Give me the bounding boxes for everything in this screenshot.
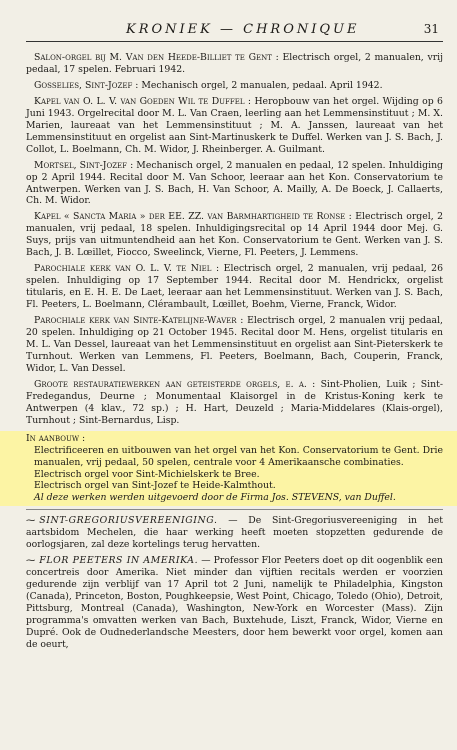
- organ-entry: [26, 315, 443, 375]
- news-title: SINT-GREGORIUSVEREENIGING.: [39, 515, 218, 527]
- organ-entry: [26, 52, 443, 76]
- entry-text: : Electrisch orgel, 2 manualen, vrij pedaal, 18 spelen. Inhuldigingsrecital op 14 April 1944 door Mej. G. Suys, prijs van uitmuntendheid aan het Kon. Conservatorium te Gent. Werken van J. S. Bach, J. B. Lœillet, Fiocco, Sweelinck, Vierne, Fl. Peeters, J. Lemmens.: [26, 211, 443, 259]
- entry-heading: Kapel « Sancta Maria » der EE. ZZ. van Barmhartigheid te Ronse: [34, 211, 346, 223]
- firm-note: Al deze werken werden uitgevoerd door de Firma Jos. STEVENS, van Duffel.: [34, 492, 396, 504]
- news-item: [26, 555, 443, 651]
- aanbouw-item: Electrisch orgel van Sint-Jozef te Heide-Kalmthout.: [34, 480, 276, 492]
- ornament-icon: ⁓: [26, 555, 36, 567]
- organ-entry: [26, 80, 443, 92]
- organ-entry: [26, 263, 443, 311]
- organ-entry: [26, 379, 443, 427]
- news-items: [26, 515, 443, 650]
- entry-text: : Sint-Pholien, Luik ; Sint-Fredegandus, Deurne ; Monumentaal Klaisorgel in de Kristus-Koning kerk te Antwerpen (4 klav., 72 sp.) ; H. Hart, Deuzeld ; Maria-Middelares (Klais-orgel), Turnhout ; Sint-Bernardus, Lisp.: [26, 378, 443, 426]
- entry-text: : Heropbouw van het orgel. Wijding op 6 Juni 1943. Orgelrecital door M. L. Van Craen, leerling aan het Lemmensinstituut ; M. X. Marien, laureaat van het Lemmensinstituut ; M. A. Janssen, laureaat van het Lemmensinstituut en orgelist aan Sint-Martinuskerk te Duffel. Werken van J. S. Bach, J. Collot, L. Boelmann, Ch. M. Widor, J. Rheinberger. A. Guilmant.: [26, 95, 443, 155]
- highlighted-section: [0, 431, 457, 507]
- running-title: KRONIEK — CHRONIQUE: [126, 22, 360, 37]
- entry-text: : Electrisch orgel, 2 manualen vrij pedaal, 20 spelen. Inhuldiging op 21 October 1945. Recital door M. Hens, orgelist titularis en M. L. Van Dessel, laureaat van het Lemmensinstituut en orgelist aan Sint-Pieterskerk te Turnhout. Werken van Lemmens, Fl. Peeters, Boelmann, Bach, Couperin, Franck, Widor, L. Van Dessel.: [26, 315, 443, 374]
- entry-heading: Mortsel, Sint-Jozef: [34, 159, 128, 171]
- section-divider: [26, 509, 443, 510]
- page-body: [26, 52, 443, 655]
- aanbouw-item: Electrisch orgel voor Sint-Michielskerk te Bree.: [34, 468, 260, 480]
- aanbouw-heading: In aanbouw :: [26, 432, 86, 444]
- news-text: — De Sint-Gregoriusvereeniging in het aartsbidom Mechelen, die haar werking heeft moeten stopzetten gedurende de oorlogsjaren, zal deze kortelings terug hervatten.: [26, 515, 443, 551]
- entry-text: : Mechanisch orgel, 2 manualen en pedaal, 12 spelen. Inhuldiging op 2 April 1944. Recital door M. Van Schoor, leeraar aan het Kon. Conservatorium te Antwerpen. Werken van J. S. Bach, H. Van Schoor, A. Mailly, A. De Boeck, J. Callaerts, Ch. M. Widor.: [26, 159, 444, 207]
- running-header: [26, 22, 443, 42]
- entry-text: : Electrisch orgel, 2 manualen, vrij pedaal, 26 spelen. Inhuldiging op 17 September 1944. Recital door M. Hendrickx, orgelist titularis, en E. H. E. De Laet, leeraar aan het Lemmensinstituut. Werken van J. S. Bach, Fl. Peeters, L. Boelmann, Clérambault, Lœillet, Boehm, Vierne, Franck, Widor.: [26, 263, 443, 311]
- news-item: [26, 515, 443, 551]
- aanbouw-items: [26, 445, 443, 493]
- entry-text: : Mechanisch orgel, 2 manualen, pedaal. April 1942.: [132, 79, 383, 91]
- entry-heading: Salon-orgel bij M. Van den Heede-Billiet te Gent: [34, 52, 272, 63]
- organ-entry: [26, 96, 443, 156]
- news-text: — Professor Flor Peeters doet op dit oogenblik een concertreis door Amerika. Niet minder dan vijftien recitals werden er voorzien gedurende zijn verblijf van 17 April tot 2 Juni, namelijk te Philadelphia, Kingston (Canada), Princeton, Boston, Poughkeepsie, West Point, Chicago, Toledo (Ohio), Detroit, Pittsburg, Montreal (Canada), Washington, New-York en Worcester (Mass). Zijn programma's omvatten werken van Bach, Buxtehude, Liszt, Franck, Widor, Vierne en Dupré. Ook de Oudnederlandsche Meesters, door hem bewerkt voor orgel, komen aan de oeurt,: [26, 555, 443, 650]
- organ-entry: [26, 160, 443, 208]
- entry-heading: Kapel van O. L. V. van Goeden Wil te Duffel: [34, 95, 245, 107]
- entry-heading: Groote restauratiewerken aan geteisterde orgels, e. a.: [34, 378, 307, 390]
- entry-heading: Parochiale kerk van O. L. V. te Niel: [34, 263, 212, 275]
- aanbouw-item: Electrificeeren en uitbouwen van het orgel van het Kon. Conservatorium te Gent. Drie manualen, vrij pedaal, 50 spelen, centrale voor 4 Amerikaansche combinaties.: [34, 444, 443, 468]
- ornament-icon: ⁓: [26, 515, 36, 527]
- page-number: 31: [423, 22, 439, 36]
- entry-heading: Parochiale kerk van Sinte-Katelijne-Waver: [34, 315, 237, 327]
- news-title: FLOR PEETERS IN AMERIKA.: [39, 555, 199, 567]
- organ-entries: [26, 52, 443, 427]
- entry-heading: Gosselies, Sint-Jozef: [34, 79, 133, 91]
- entry-text: : Electrisch orgel, 2 manualen, vrij pedaal, 17 spelen. Februari 1942.: [26, 52, 444, 75]
- organ-entry: [26, 211, 443, 259]
